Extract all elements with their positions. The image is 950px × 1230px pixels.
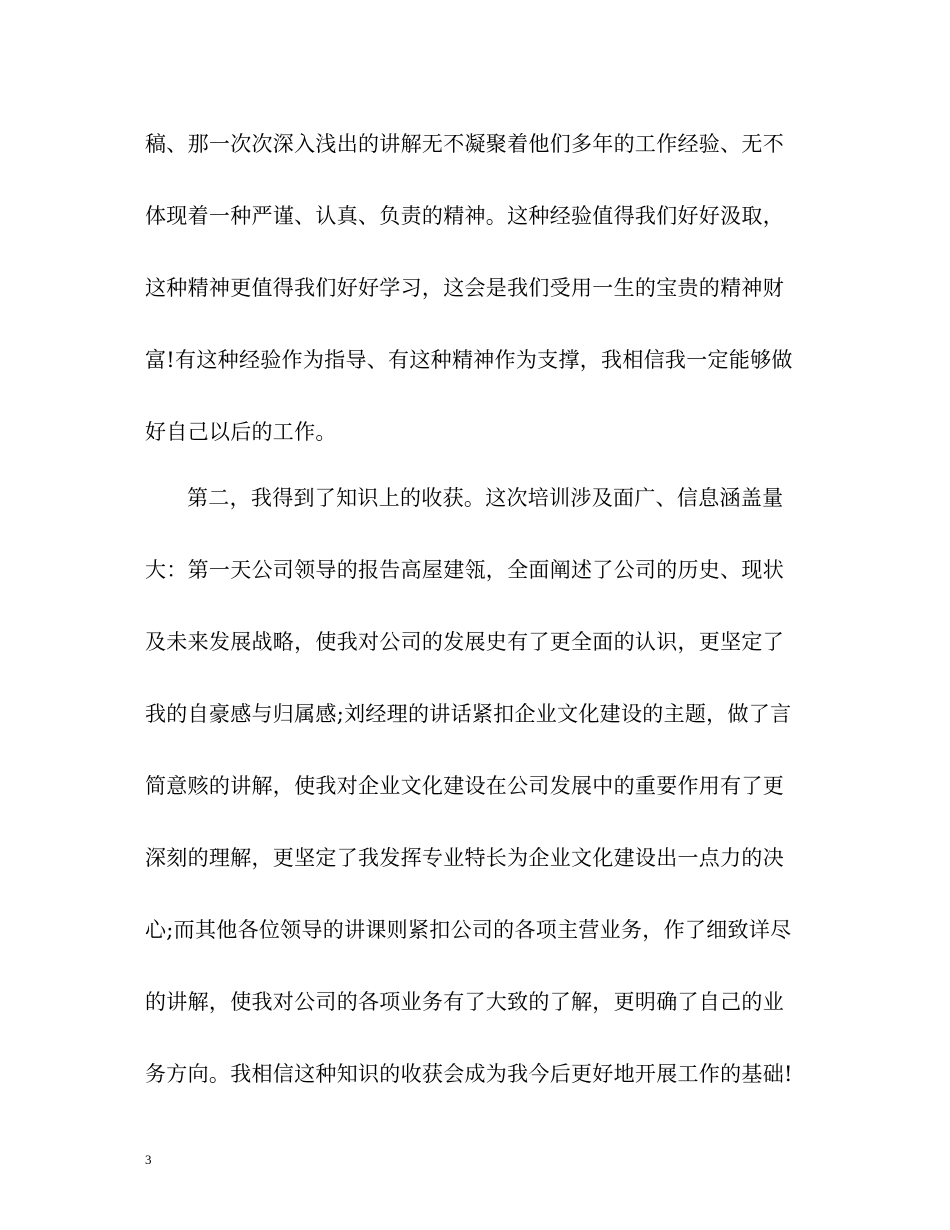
text-line-5: 好自己以后的工作。 (145, 420, 337, 444)
text-line-2: 体现着一种严谨、认真、负责的精神。这种经验值得我们好好汲取， (145, 204, 784, 228)
text-line-12: 心;而其他各位领导的讲课则紧扣公司的各项主营业务，作了细致详尽 (145, 918, 792, 942)
text-line-4: 富!有这种经验作为指导、有这种精神作为支撑，我相信我一定能够做 (145, 348, 793, 372)
page-number: 3 (145, 1152, 152, 1167)
text-line-10: 简意赅的讲解，使我对企业文化建设在公司发展中的重要作用有了更 (145, 774, 784, 798)
text-line-14: 务方向。我相信这种知识的收获会成为我今后更好地开展工作的基础! (145, 1062, 793, 1086)
text-line-9: 我的自豪感与归属感;刘经理的讲话紧扣企业文化建设的主题，做了言 (145, 702, 792, 726)
text-line-7: 大：第一天公司领导的报告高屋建瓴，全面阐述了公司的历史、现状 (145, 558, 784, 582)
text-line-3: 这种精神更值得我们好好学习，这会是我们受用一生的宝贵的精神财 (145, 276, 784, 300)
text-line-13: 的讲解，使我对公司的各项业务有了大致的了解，更明确了自己的业 (145, 990, 784, 1014)
text-line-8: 及未来发展战略，使我对公司的发展史有了更全面的认识，更坚定了 (145, 630, 784, 654)
text-line-1: 稿、那一次次深入浅出的讲解无不凝聚着他们多年的工作经验、无不 (145, 132, 784, 156)
text-line-6: 第二，我得到了知识上的收获。这次培训涉及面广、信息涵盖量 (187, 486, 784, 510)
text-line-11: 深刻的理解，更坚定了我发挥专业特长为企业文化建设出一点力的决 (145, 846, 784, 870)
